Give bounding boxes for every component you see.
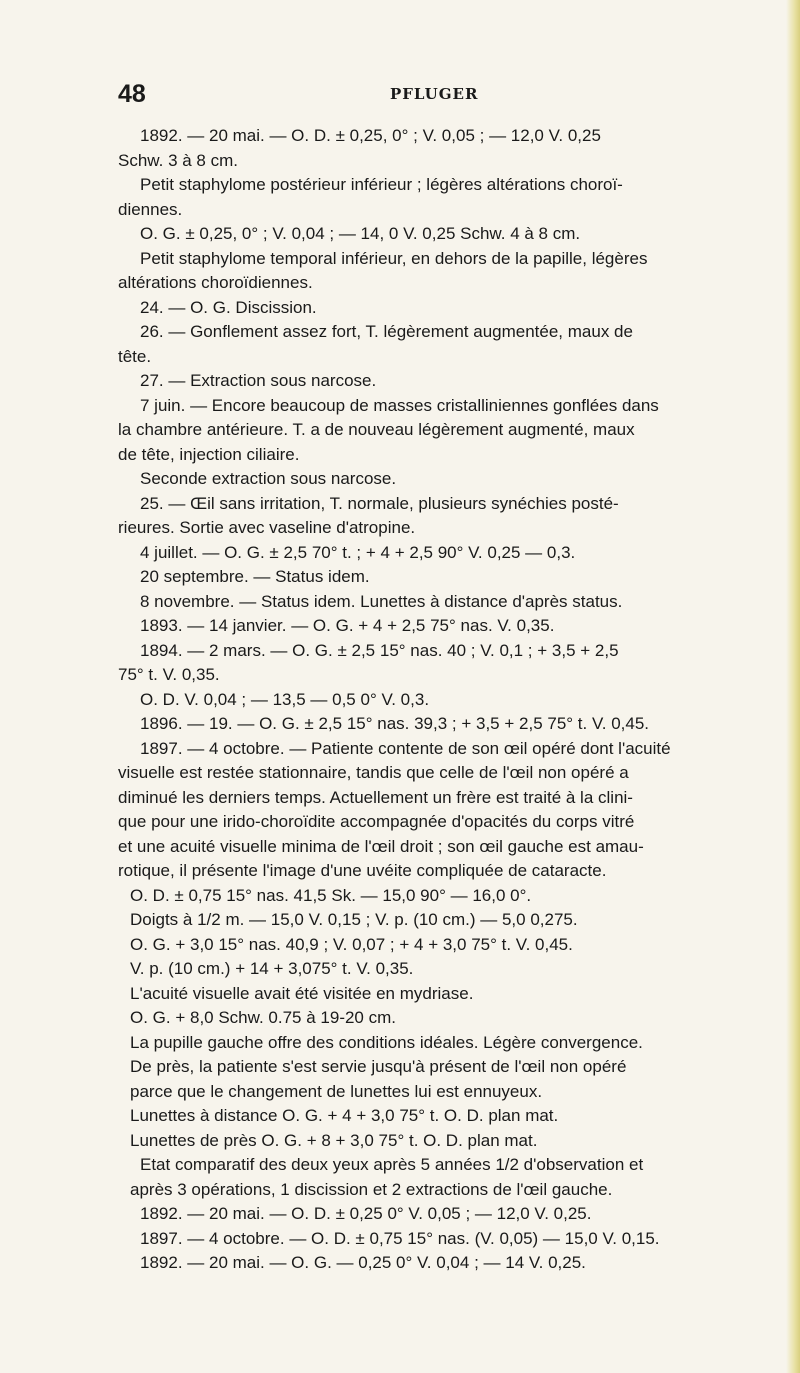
text-line: visuelle est restée stationnaire, tandis que celle de l'œil non opéré a xyxy=(118,763,629,782)
text-line: Lunettes de près O. G. + 8 + 3,0 75° t. O. D. plan mat. xyxy=(130,1130,538,1150)
text-line: 75° t. V. 0,35. xyxy=(118,665,220,684)
text-line: O. G. ± 0,25, 0° ; V. 0,04 ; — 14, 0 V. 0,25 Schw. 4 à 8 cm. xyxy=(140,224,581,243)
text-line: 1892. — 20 mai. — O. D. ± 0,25 0° V. 0,05 ; — 12,0 V. 0,25. xyxy=(140,1204,592,1223)
text-line: diennes. xyxy=(118,199,183,219)
text-line: 1893. — 14 janvier. — O. G. + 4 + 2,5 75° nas. V. 0,35. xyxy=(140,616,555,635)
page-header xyxy=(118,80,798,112)
text-line: 1896. — 19. — O. G. ± 2,5 15° nas. 39,3 ; + 3,5 + 2,5 75° t. V. 0,45. xyxy=(140,714,650,733)
text-line: Schw. 3 à 8 cm. xyxy=(118,150,238,170)
body-text xyxy=(118,124,790,1276)
text-line: Petit staphylome temporal inférieur, en dehors de la papille, légères xyxy=(140,248,648,268)
text-line: 8 novembre. — Status idem. Lunettes à distance d'après status. xyxy=(140,591,623,611)
text-line: O. G. + 8,0 Schw. 0.75 à 19-20 cm. xyxy=(130,1008,396,1027)
text-line: rieures. Sortie avec vaseline d'atropine. xyxy=(118,518,416,537)
text-line: diminué les derniers temps. Actuellement un frère est traité à la clini- xyxy=(118,787,633,807)
text-line: 1892. — 20 mai. — O. G. — 0,25 0° V. 0,04 ; — 14 V. 0,25. xyxy=(140,1253,586,1272)
text-line: 24. — O. G. Discission. xyxy=(140,297,317,317)
text-line: 1892. — 20 mai. — O. D. ± 0,25, 0° ; V. 0,05 ; — 12,0 V. 0,25 xyxy=(140,126,601,145)
text-line: De près, la patiente s'est servie jusqu'à présent de l'œil non opéré xyxy=(130,1057,627,1076)
text-line: 1894. — 2 mars. — O. G. ± 2,5 15° nas. 40 ; V. 0,1 ; + 3,5 + 2,5 xyxy=(140,640,619,660)
text-line: de tête, injection ciliaire. xyxy=(118,444,300,464)
text-line: 7 juin. — Encore beaucoup de masses cristalliniennes gonflées dans xyxy=(140,395,659,415)
text-line: Seconde extraction sous narcose. xyxy=(140,469,397,488)
text-line: parce que le changement de lunettes lui est ennuyeux. xyxy=(130,1081,543,1101)
running-head: PFLUGER xyxy=(390,85,479,103)
text-line: 20 septembre. — Status idem. xyxy=(140,567,370,586)
text-line: O. D. V. 0,04 ; — 13,5 — 0,5 0° V. 0,3. xyxy=(140,689,430,709)
text-line: 1897. — 4 octobre. — O. D. ± 0,75 15° nas. (V. 0,05) — 15,0 V. 0,15. xyxy=(140,1228,660,1248)
text-line: V. p. (10 cm.) + 14 + 3,075° t. V. 0,35. xyxy=(130,959,414,978)
text-line: 25. — Œil sans irritation, T. normale, plusieurs synéchies posté- xyxy=(140,493,619,513)
text-line: rotique, il présente l'image d'une uvéite compliquée de cataracte. xyxy=(118,861,607,880)
text-line: Etat comparatif des deux yeux après 5 années 1/2 d'observation et xyxy=(140,1155,644,1174)
text-line: Petit staphylome postérieur inférieur ; légères altérations choroï- xyxy=(140,175,623,194)
text-line: L'acuité visuelle avait été visitée en mydriase. xyxy=(130,983,474,1003)
text-line: Doigts à 1/2 m. — 15,0 V. 0,15 ; V. p. (10 cm.) — 5,0 0,275. xyxy=(130,910,578,929)
text-line: et une acuité visuelle minima de l'œil droit ; son œil gauche est amau- xyxy=(118,836,644,856)
text-line: La pupille gauche offre des conditions idéales. Légère convergence. xyxy=(130,1032,643,1052)
page-number: 48 xyxy=(118,80,146,108)
text-line: 26. — Gonflement assez fort, T. légèrement augmentée, maux de xyxy=(140,322,633,341)
text-line: O. G. + 3,0 15° nas. 40,9 ; V. 0,07 ; + 4 + 3,0 75° t. V. 0,45. xyxy=(130,934,573,954)
text-line: la chambre antérieure. T. a de nouveau légèrement augmenté, maux xyxy=(118,420,635,439)
text-line: 27. — Extraction sous narcose. xyxy=(140,371,377,390)
text-line: altérations choroïdiennes. xyxy=(118,273,313,292)
text-line: Lunettes à distance O. G. + 4 + 3,0 75° t. O. D. plan mat. xyxy=(130,1106,559,1125)
text-line: O. D. ± 0,75 15° nas. 41,5 Sk. — 15,0 90° — 16,0 0°. xyxy=(130,885,532,905)
text-line: après 3 opérations, 1 discission et 2 extractions de l'œil gauche. xyxy=(130,1179,613,1199)
text-line: 1897. — 4 octobre. — Patiente contente de son œil opéré dont l'acuité xyxy=(140,738,671,758)
text-line: que pour une irido-choroïdite accompagnée d'opacités du corps vitré xyxy=(118,812,635,831)
text-line: 4 juillet. — O. G. ± 2,5 70° t. ; + 4 + 2,5 90° V. 0,25 — 0,3. xyxy=(140,542,576,562)
text-line: tête. xyxy=(118,346,152,366)
